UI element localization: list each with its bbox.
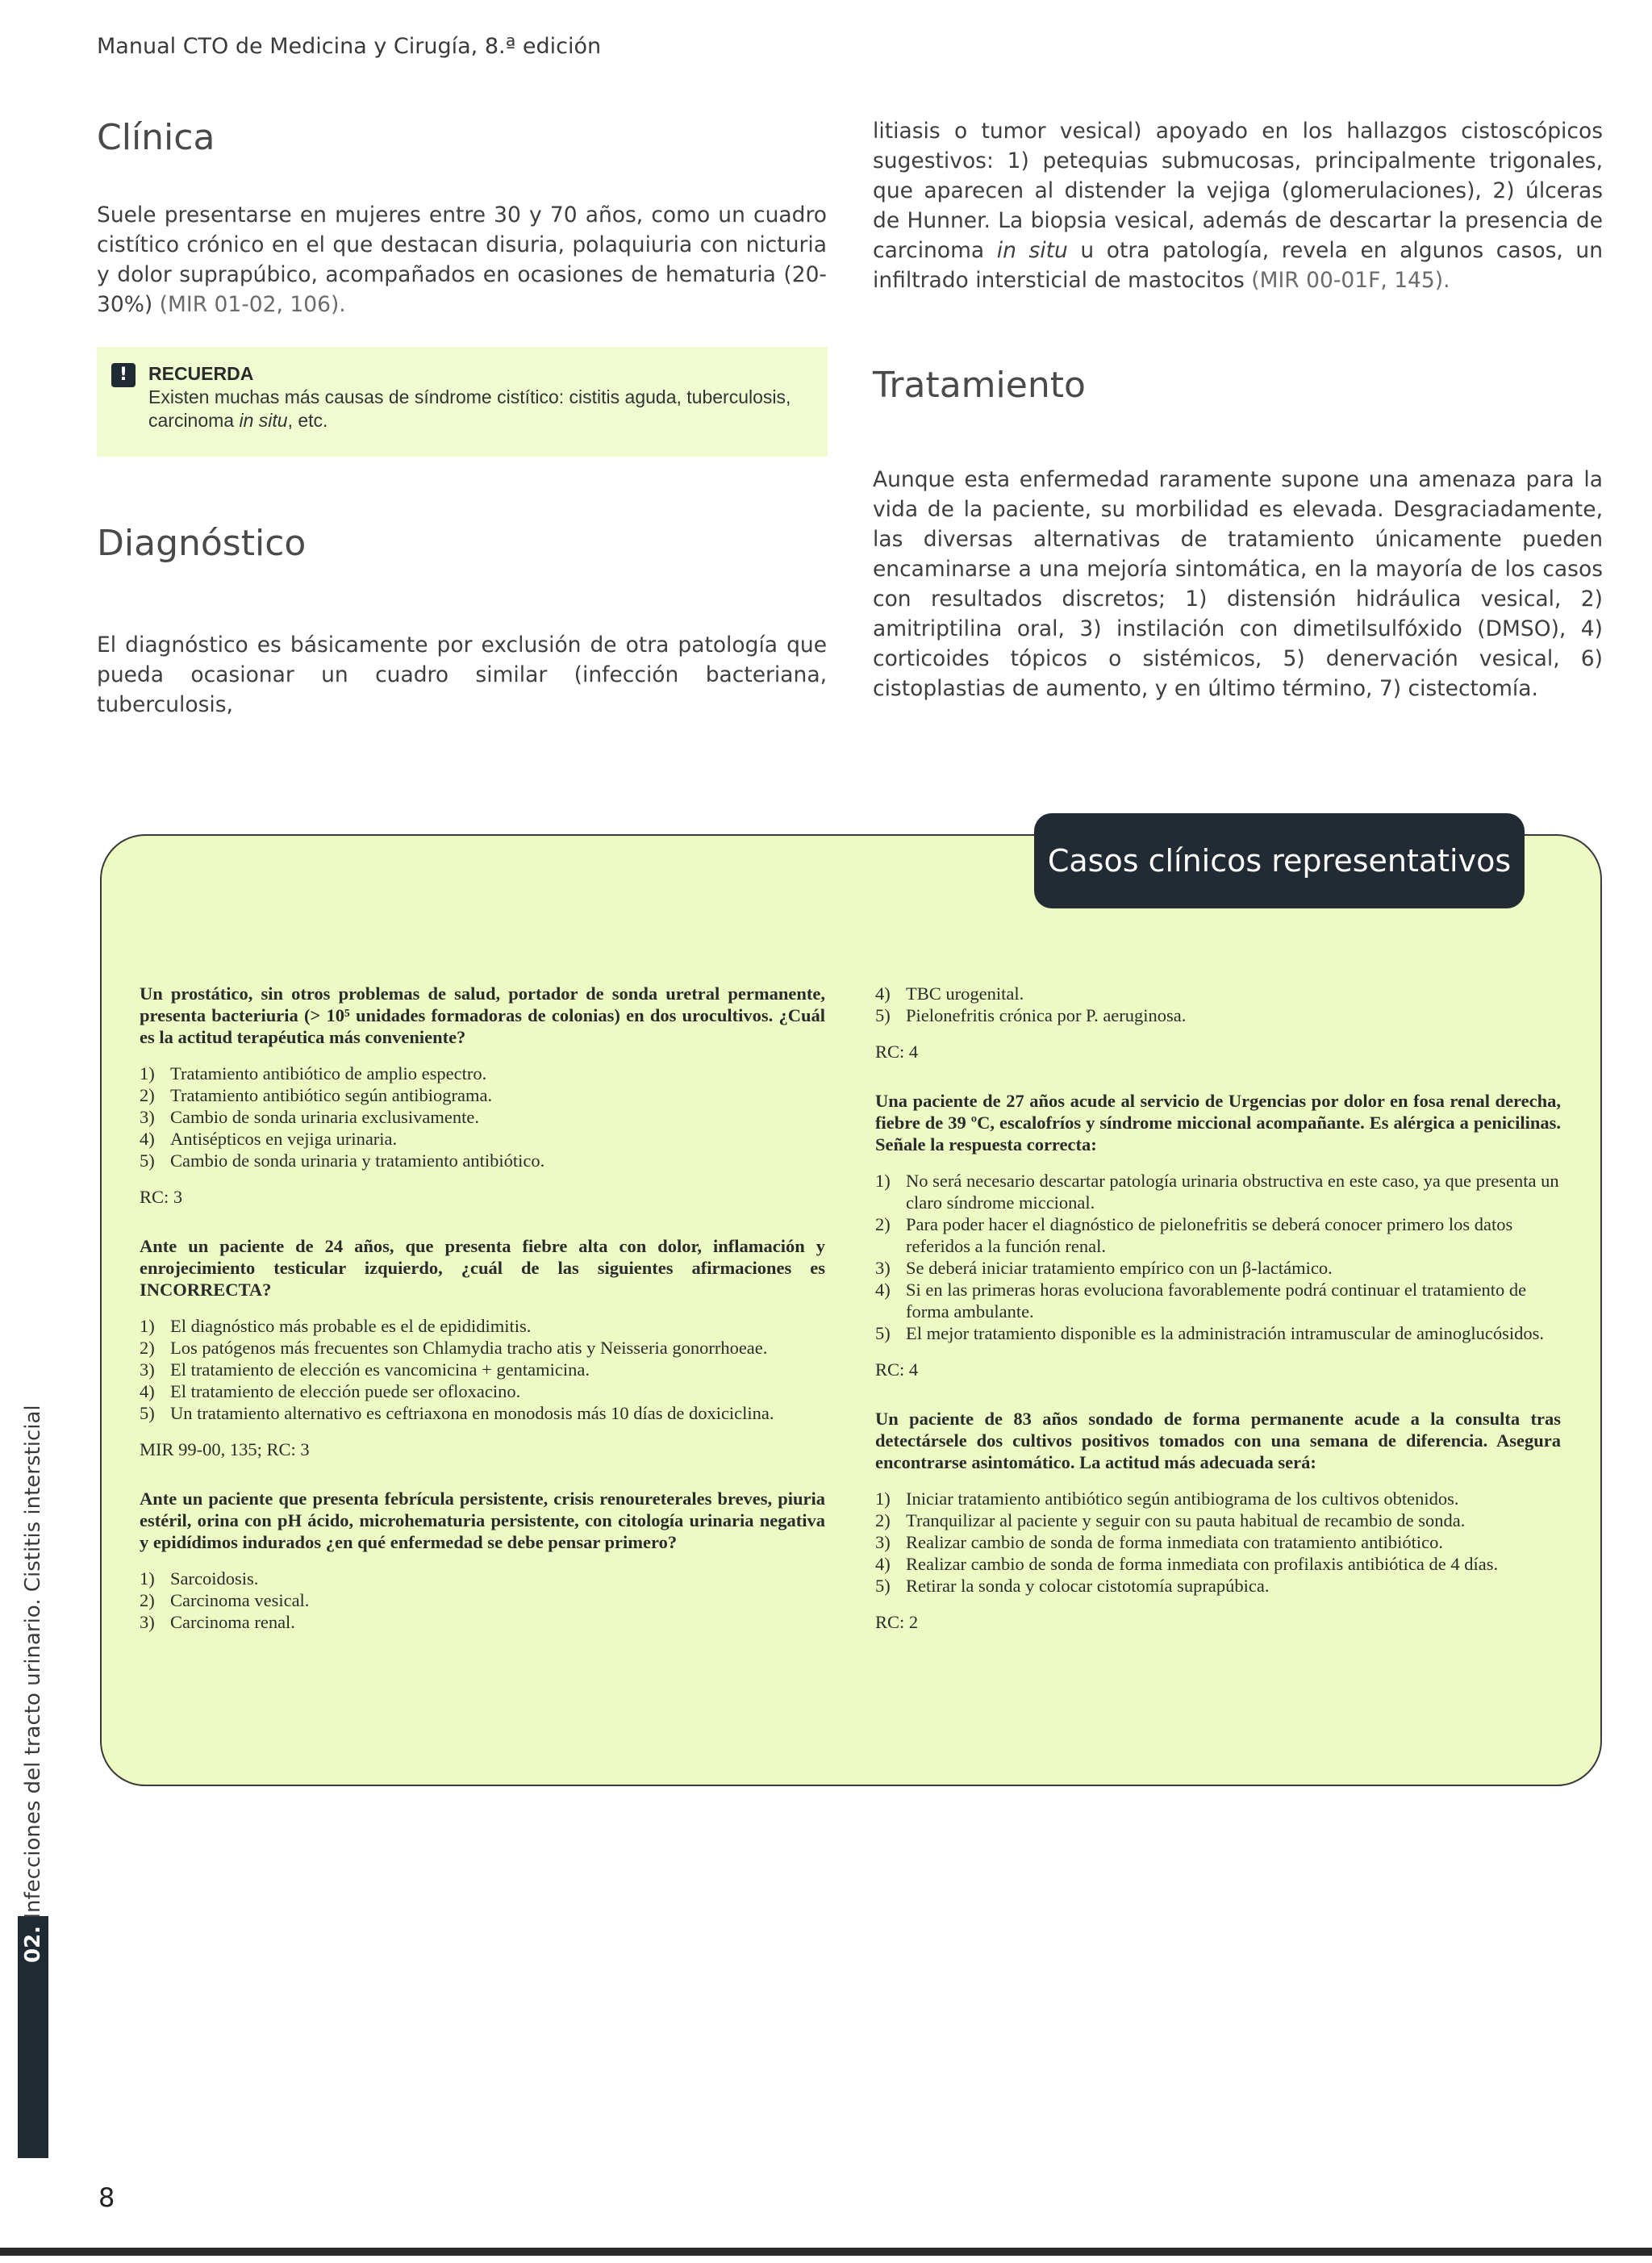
option-item: 3) El tratamiento de elección es vancomicina + gentamicina. [140,1359,590,1380]
case-question-4: Una paciente de 27 años acude al servicio de Urgencias por dolor en fosa renal derecha, fiebre de 39 ºC, escalofríos y síndrome miccional acompañante. Es alérgica a penicilinas. Señale la respuesta correcta: [875,1091,1561,1154]
case-question-3: Ante un paciente que presenta febrícula persistente, crisis renoureterales breves, piuria estéril, orina con pH ácido, microhematuria persistente, con citología urinaria negativa y epidídimos indurados ¿en qué enfermedad se debe pensar primero? [140,1488,825,1552]
case-question-5: Un paciente de 83 años sondado de forma permanente acude a la consulta tras detectársele dos cultivos positivos tomados con una semana de diferencia. Asegura encontrarse asintomático. La actitud más adecuada será: [875,1409,1561,1472]
option-item: 2) Tranquilizar al paciente y seguir con su pauta habitual de recambio de sonda. [875,1510,1466,1530]
tratamiento-section [873,365,1603,704]
casos-clinicos-tab: Casos clínicos representativos [1034,813,1525,908]
option-item: 5) Retirar la sonda y colocar cistotomía suprapúbica. [875,1576,1270,1596]
mir-reference: (MIR 00-01F, 145). [1251,268,1450,293]
case-options-5 [875,1488,1561,1597]
chapter-title-vertical: Infecciones del tracto urinario. Cistitis intersticial [21,1405,45,1919]
option-item: 2) Tratamiento antibiótico según antibiograma. [140,1085,493,1105]
case-options-1 [140,1063,825,1171]
clinica-paragraph: Suele presentarse en mujeres entre 30 y 70 años, como un cuadro cistítico crónico en el que destacan disuria, polaquiuria con nicturia y dolor suprapúbico, acompañados en ocasiones de hematuria (20-30%) (MIR 01-02, 106). [97,203,827,317]
option-item: 3) Realizar cambio de sonda de forma inmediata con tratamiento antibiótico. [875,1532,1444,1552]
option-item: 4) El tratamiento de elección puede ser ofloxacino. [140,1381,521,1401]
option-item: 2) Carcinoma vesical. [140,1590,310,1610]
exclamation-icon: ! [111,363,136,387]
case-answer-5: RC: 2 [875,1612,919,1632]
case-answer-1: RC: 3 [140,1187,183,1207]
diagnostico-paragraph: El diagnóstico es básicamente por exclusión de otra patología que pueda ocasionar un cuadro similar (infección bacteriana, tuberculosis, [97,633,827,717]
case-options-2 [140,1315,825,1424]
option-item: 4) Realizar cambio de sonda de forma inmediata con profilaxis antibiótica de 4 días. [875,1554,1499,1574]
recuerda-title: RECUERDA [148,363,254,384]
option-item: 1) Sarcoidosis. [140,1568,259,1589]
case-options-3-continued [875,983,1561,1026]
page-number: 8 [98,2182,115,2213]
case-answer-4: RC: 4 [875,1359,919,1380]
option-item: 3) Se deberá iniciar tratamiento empírico con un β-lactámico. [875,1258,1333,1278]
option-item: 3) Cambio de sonda urinaria exclusivamente. [140,1107,480,1127]
section-title-diagnostico: Diagnóstico [97,523,307,564]
case-answer-3: RC: 4 [875,1042,919,1062]
option-item: 4) TBC urogenital. [875,983,1024,1004]
running-head: Manual CTO de Medicina y Cirugía, 8.ª edición [97,34,602,59]
mir-reference: (MIR 01-02, 106). [159,292,346,317]
option-item: 1) No será necesario descartar patología urinaria obstructiva en este caso, ya que presenta un claro síndrome miccional. [875,1171,1559,1213]
option-item: 1) Tratamiento antibiótico de amplio espectro. [140,1063,487,1083]
chapter-number: 02. [21,1925,45,1964]
case-options-3 [140,1568,825,1633]
bottom-rule [0,2248,1652,2256]
option-item: 2) Los patógenos más frecuentes son Chlamydia tracho atis y Neisseria gonorrhoeae. [140,1338,768,1358]
option-item: 3) Carcinoma renal. [140,1612,295,1632]
case-answer-2: MIR 99-00, 135; RC: 3 [140,1439,310,1459]
diagnostico-section [97,523,827,720]
option-item: 1) El diagnóstico más probable es el de epididimitis. [140,1316,532,1336]
option-item: 5) El mejor tratamiento disponible es la administración intramuscular de aminoglucósidos. [875,1323,1545,1343]
diagnostico-cont-paragraph: litiasis o tumor vesical) apoyado en los hallazgos cistoscópicos sugestivos: 1) petequias submucosas, principalmente trigonales, que aparecen al distender la vejiga (glomerulaciones), 2) úlceras de Hunner. La biopsia vesical, además de descartar la presencia de carcinoma in situ u otra patología, revela en algunos casos, un infiltrado intersticial de mastocitos (MIR 00-01F, 145). [873,119,1604,293]
case-options-4 [875,1170,1561,1344]
recuerda-box [97,347,828,457]
cases-left-column [140,983,825,1647]
option-item: 4) Si en las primeras horas evoluciona favorablemente podrá continuar el tratamiento de forma ambulante. [875,1280,1527,1321]
section-title-tratamiento: Tratamiento [873,365,1086,406]
diagnostico-continued [873,116,1603,295]
option-item: 2) Para poder hacer el diagnóstico de pielonefritis se deberá conocer primero los datos referidos a la función renal. [875,1214,1513,1256]
cases-right-column [875,983,1561,1660]
case-question-1: Un prostático, sin otros problemas de salud, portador de sonda uretral permanente, presenta bacteriuria (> 10⁵ unidades formadoras de colonias) en dos urocultivos. ¿Cuál es la actitud terapéutica más conveniente? [140,983,825,1047]
option-item: 1) Iniciar tratamiento antibiótico según antibiograma de los cultivos obtenidos. [875,1488,1459,1509]
option-item: 5) Cambio de sonda urinaria y tratamiento antibiótico. [140,1150,545,1171]
option-item: 4) Antisépticos en vejiga urinaria. [140,1129,398,1149]
case-question-2: Ante un paciente de 24 años, que presenta fiebre alta con dolor, inflamación y enrojecimiento testicular izquierdo, ¿cuál de las siguientes afirmaciones es INCORRECTA? [140,1236,825,1300]
option-item: 5) Un tratamiento alternativo es ceftriaxona en monodosis más 10 días de doxiciclina. [140,1403,774,1423]
clinica-section [97,117,827,319]
section-title-clinica: Clínica [97,117,215,158]
tratamiento-paragraph: Aunque esta enfermedad raramente supone una amenaza para la vida de la paciente, su morbilidad es elevada. Desgraciadamente, las diversas alternativas de tratamiento únicamente pueden encaminarse a una mejoría sintomática, en la mayoría de los casos con resultados discretos; 1) distensión hidráulica vesical, 2) amitriptilina oral, 3) instilación con dimetilsulfóxido (DMSO), 4) corticoides tópicos o sistémicos, 5) denervación vesical, 6) cistoplastias de aumento, y en último término, 7) cistectomía. [873,467,1603,701]
option-item: 5) Pielonefritis crónica por P. aeruginosa. [875,1005,1187,1025]
recuerda-text: Existen muchas más causas de síndrome cistítico: cistitis aguda, tuberculosis, carcinoma in situ, etc. [148,386,791,431]
